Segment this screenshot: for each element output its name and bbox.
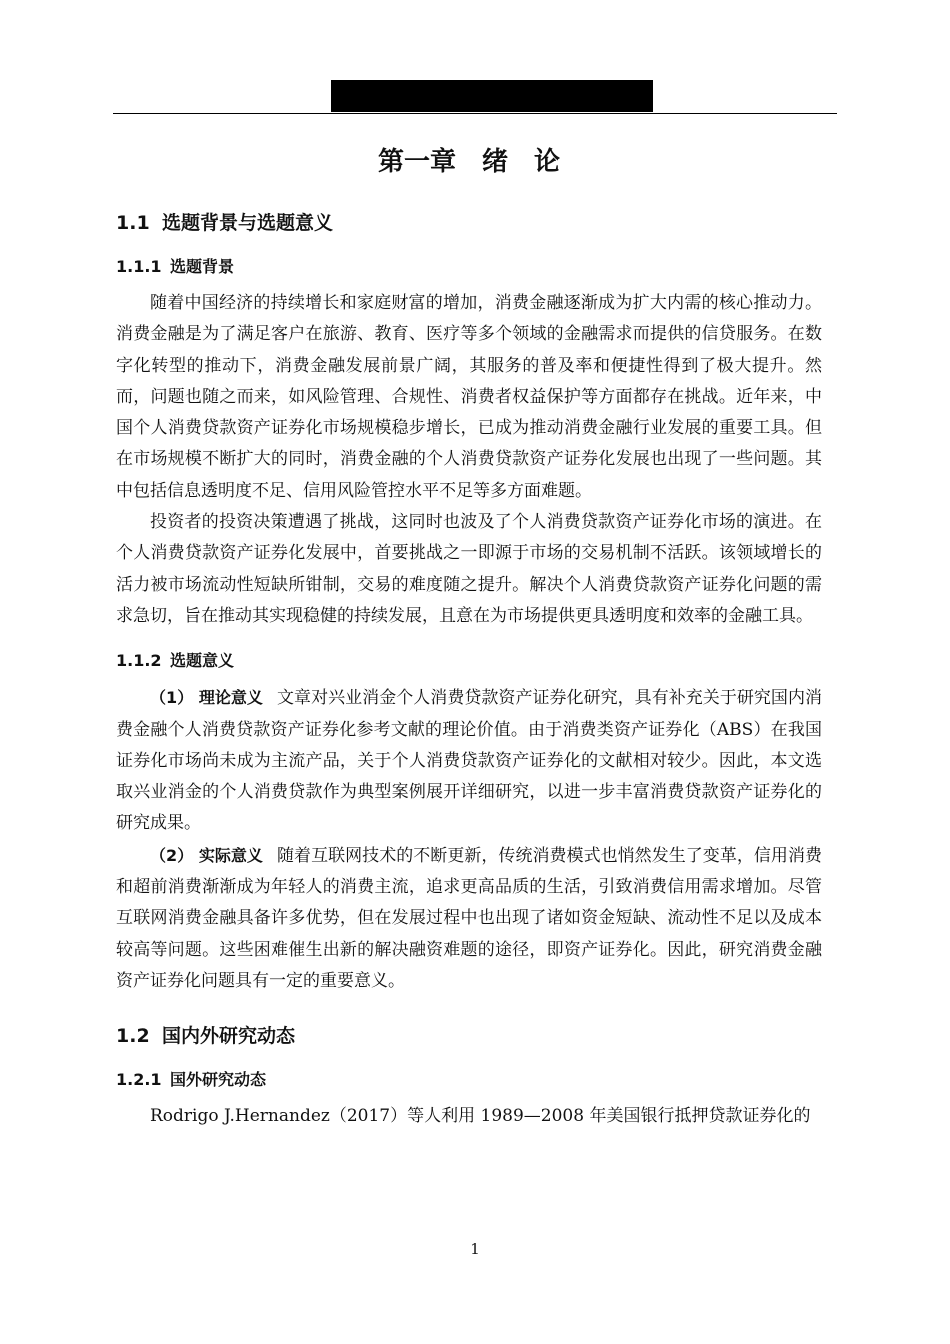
header-redaction-bar: [331, 80, 653, 112]
paragraph-background-1: 随着中国经济的持续增长和家庭财富的增加，消费金融逐渐成为扩大内需的核心推动力。消费金融是为了满足客户在旅游、教育、医疗等多个领域的金融需求而提供的信贷服务。在数字化转型的推动下，消费金融发展前景广阔，其服务的普及率和便捷性得到了极大提升。然而，问题也随之而来，如风险管理、合规性、消费者权益保护等方面都存在挑战。近年来，中国个人消费贷款资产证券化市场规模稳步增长，已成为推动消费金融行业发展的重要工具。但在市场规模不断扩大的同时，消费金融的个人消费贷款资产证券化发展也出现了一些问题。其中包括信息透明度不足、信用风险管控水平不足等多方面难题。: [116, 293, 822, 501]
section-number: 1.1: [116, 212, 150, 234]
item-lead: （1） 理论意义: [150, 688, 263, 708]
document-body: [116, 140, 822, 1133]
paragraph-practical-significance: [116, 840, 822, 997]
subsection-number: 1.1.1: [116, 257, 162, 276]
subsection-number: 1.1.2: [116, 651, 162, 671]
item-text: 随着互联网技术的不断更新，传统消费模式也悄然发生了变革，信用消费和超前消费渐渐成为年轻人的消费主流，追求更高品质的生活，引致消费信用需求增加。尽管互联网消费金融具备许多优势，但在发展过程中也出现了诸如资金短缺、流动性不足以及成本较高等问题。这些困难催生出新的解决融资难题的途径，即资产证券化。因此，研究消费金融资产证券化问题具有一定的重要意义。: [116, 845, 822, 991]
chapter-title: 第一章 绪 论: [377, 147, 560, 177]
item-lead: （2） 实际意义: [150, 845, 263, 865]
item-text: 文章对兴业消金个人消费贷款资产证券化研究，具有补充关于研究国内消费金融个人消费贷款资产证券化参考文献的理论价值。由于消费类资产证券化（ABS）在我国证券化市场尚未成为主流产品，关于个人消费贷款资产证券化的文献相对较少。因此，本文选取兴业消金的个人消费贷款作为典型案例展开详细研究，以进一步丰富消费贷款资产证券化的研究成果。: [116, 688, 822, 834]
section-title: 选题背景与选题意义: [162, 212, 334, 234]
subsection-title: 国外研究动态: [170, 1070, 267, 1090]
subsection-number: 1.2.1: [116, 1070, 162, 1090]
subsection-heading-1-1-2: [116, 648, 822, 674]
section-number: 1.2: [116, 1025, 150, 1048]
subsection-heading-1-1-1: [116, 254, 822, 280]
header-rule: [113, 113, 837, 114]
section-heading-1-2: [116, 1021, 822, 1051]
paragraph-foreign-research: Rodrigo J.Hernandez（2017）等人利用 1989—2008 年美国银行抵押贷款证券化的: [150, 1106, 811, 1127]
subsection-title: 选题背景: [170, 257, 235, 276]
paragraph-background-2: 投资者的投资决策遭遇了挑战，这同时也波及了个人消费贷款资产证券化市场的演进。在个人消费贷款资产证券化发展中，首要挑战之一即源于市场的交易机制不活跃。该领域增长的活力被市场流动性短缺所钳制，交易的难度随之提升。解决个人消费贷款资产证券化问题的需求急切，旨在推动其实现稳健的持续发展，且意在为市场提供更具透明度和效率的金融工具。: [116, 512, 822, 626]
page-number: 1: [470, 1240, 480, 1258]
section-title: 国内外研究动态: [162, 1025, 296, 1048]
subsection-heading-1-2-1: [116, 1067, 822, 1093]
section-heading-1-1: [116, 208, 822, 238]
paragraph-theoretical-significance: [116, 682, 822, 839]
subsection-title: 选题意义: [170, 651, 235, 671]
